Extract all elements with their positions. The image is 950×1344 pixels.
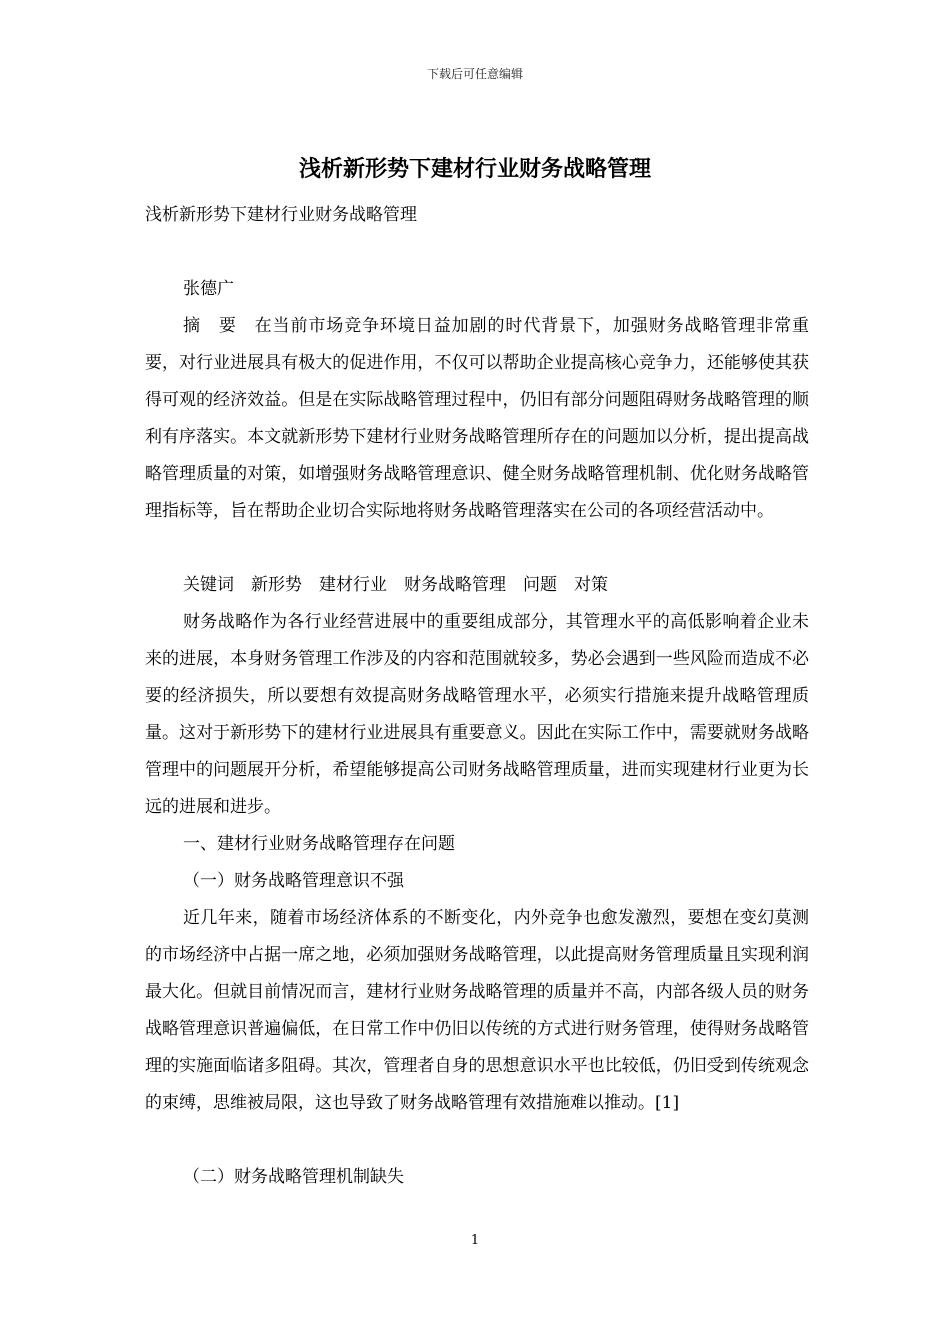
abstract-paragraph: 摘 要 在当前市场竞争环境日益加剧的时代背景下，加强财务战略管理非常重要，对行业进展具有极大的促进作用，不仅可以帮助企业提高核心竞争力，还能够使其获得可观的经济效益。但是在实际战略管理过程中，仍旧有部分问题阻碍财务战略管理的顺利有序落实。本文就新形势下建材行业财务战略管理所存在的问题加以分析，提出提高战略管理质量的对策，如增强财务战略管理意识、健全财务战略管理机制、优化财务战略管理指标等，旨在帮助企业切合实际地将财务战略管理落实在公司的各项经营活动中。 bbox=[145, 316, 809, 521]
subsection-2-heading: （二）财务战略管理机制缺失 bbox=[183, 1167, 404, 1187]
document-title: 浅析新形势下建材行业财务战略管理 bbox=[298, 156, 651, 182]
intro-paragraph: 财务战略作为各行业经营进展中的重要组成部分，其管理水平的高低影响着企业未来的进展，本身财务管理工作涉及的内容和范围就较多，势必会遇到一些风险而造成不必要的经济损失，所以要想有效提高财务战略管理水平，必须实行措施来提升战略管理质量。这对于新形势下的建材行业进展具有重要意义。因此在实际工作中，需要就财务战略管理中的问题展开分析，希望能够提高公司财务战略管理质量，进而实现建材行业更为长远的进展和进步。 bbox=[145, 612, 809, 817]
subsection-1-paragraph: 近几年来，随着市场经济体系的不断变化，内外竞争也愈发激烈，要想在变幻莫测的市场经济中占据一席之地，必须加强财务战略管理，以此提高财务管理质量且实现利润最大化。但就目前情况而言，建材行业财务战略管理的质量并不高，内部各级人员的财务战略管理意识普遍偏低，在日常工作中仍旧以传统的方式进行财务管理，使得财务战略管理的实施面临诸多阻碍。其次，管理者自身的思想意识水平也比较低，仍旧受到传统观念的束缚，思维被局限，这也导致了财务战略管理有效措施难以推动。[1] bbox=[145, 908, 809, 1113]
author-name: 张德广 bbox=[183, 279, 234, 299]
document-subtitle: 浅析新形势下建材行业财务战略管理 bbox=[145, 205, 417, 225]
section-1-heading: 一、建材行业财务战略管理存在问题 bbox=[183, 834, 455, 854]
subsection-1-heading: （一）财务战略管理意识不强 bbox=[183, 871, 404, 891]
page-header-note: 下载后可任意编辑 bbox=[426, 67, 523, 81]
keywords-line: 关键词 新形势 建材行业 财务战略管理 问题 对策 bbox=[183, 575, 608, 595]
page-number: 1 bbox=[470, 1233, 480, 1248]
